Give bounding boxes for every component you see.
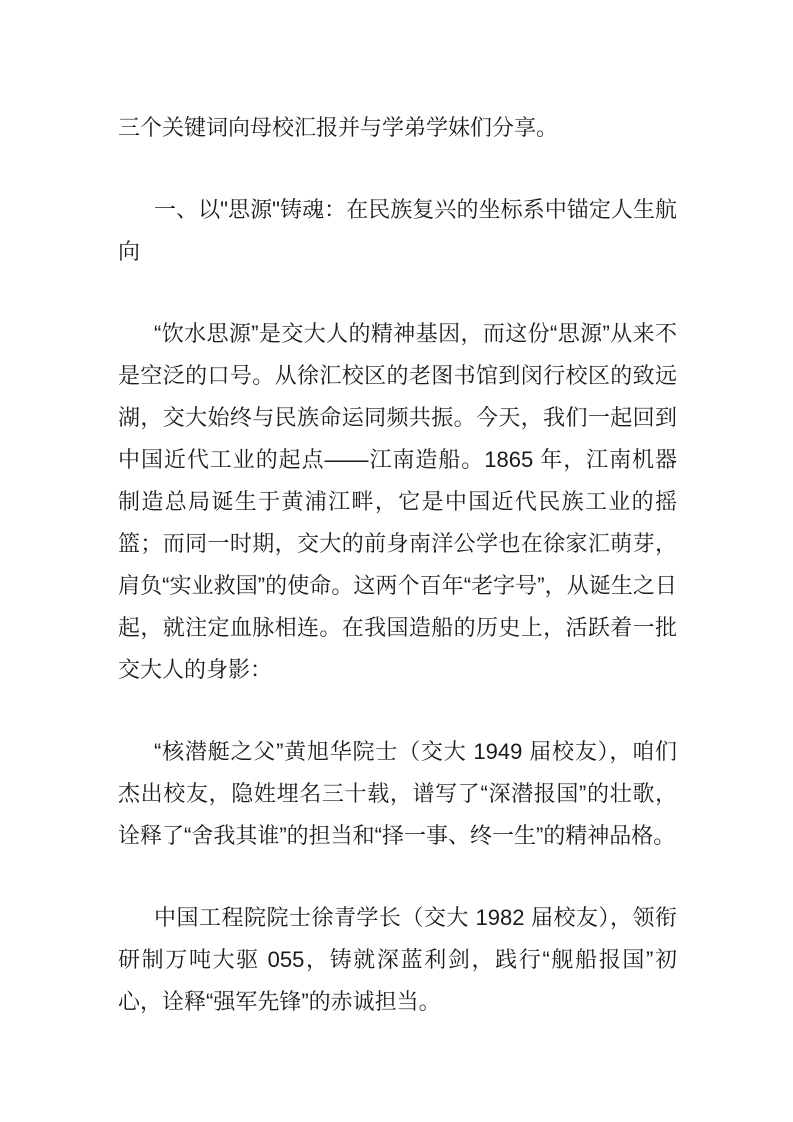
paragraph-xuqing: 中国工程院院士徐青学长（交大 1982 届校友），领衔研制万吨大驱 055，铸就深蓝利剑，践行“舰船报国”初心，诠释“强军先锋”的赤诚担当。 — [118, 905, 677, 1014]
paragraph-siyuan: “饮水思源”是交大人的精神基因，而这份“思源”从来不是空泛的口号。从徐汇校区的老图书馆到闵行校区的致远湖，交大始终与民族命运同频共振。今天，我们一起回到中国近代工业的起点——江南造船。1865 年，江南机器制造总局诞生于黄浦江畔，它是中国近代民族工业的摇篮；而同一时期，交大的前身南洋公学也在徐家汇萌芽，肩负“实业救国”的使命。这两个百年“老字号”，从诞生之日起，就注定血脉相连。在我国造船的历史上，活跃着一批交大人的身影： — [118, 321, 677, 682]
paragraph-huangxuhua: “核潜艇之父”黄旭华院士（交大 1949 届校友），咱们杰出校友，隐姓埋名三十载，谱写了“深潜报国”的壮歌，诠释了“舍我其谁”的担当和“择一事、终一生”的精神品格。 — [118, 739, 677, 848]
paragraph-continuation: 三个关键词向母校汇报并与学弟学妹们分享。 — [118, 115, 559, 140]
section-heading: 一、以"思源"铸魂：在民族复兴的坐标系中锚定人生航向 — [118, 197, 677, 264]
